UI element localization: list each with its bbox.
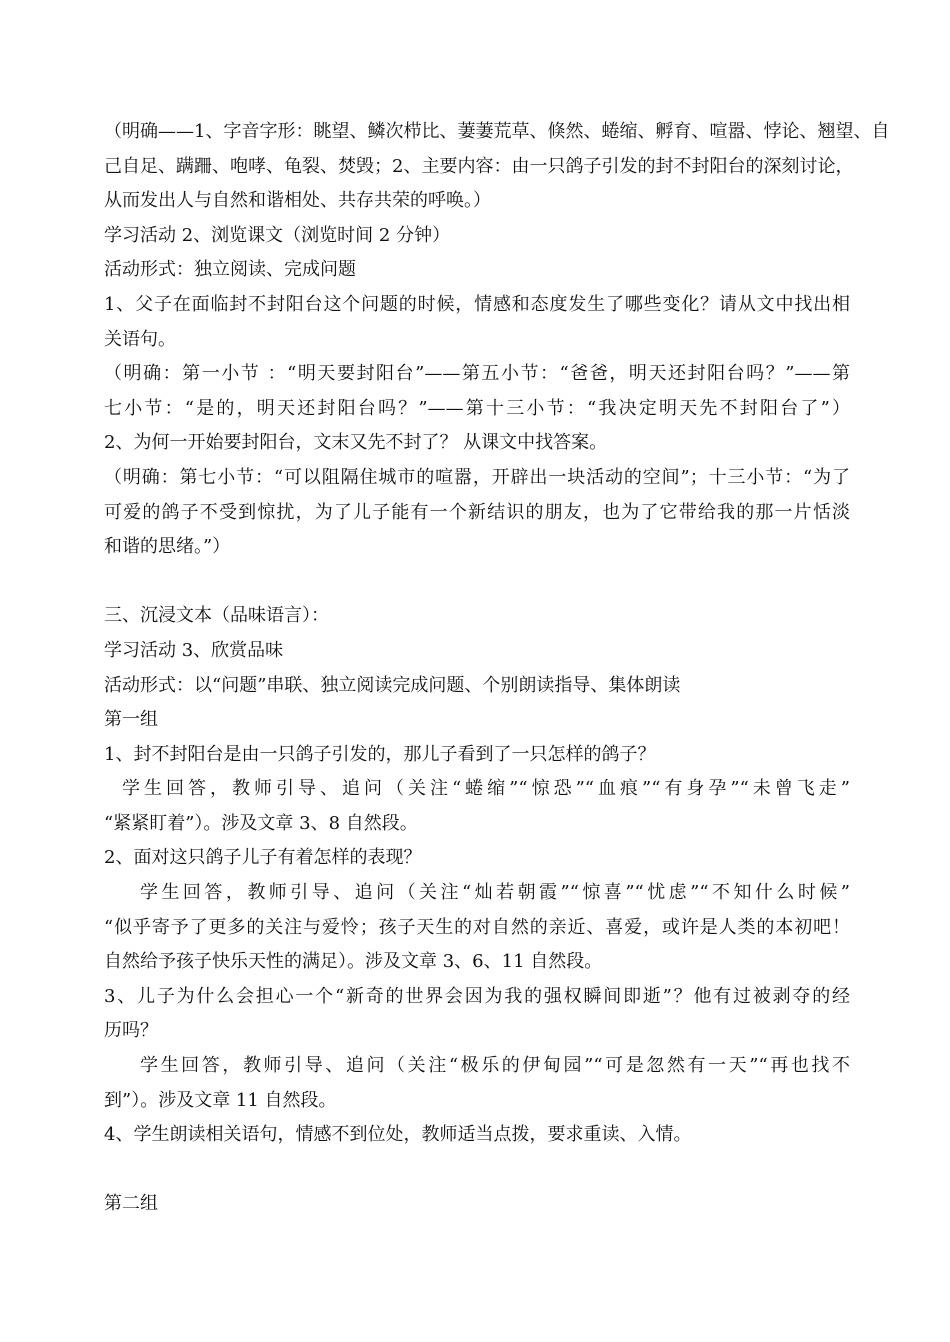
text-line: 自然给予孩子快乐天性的满足）。涉及文章 3、6、11 自然段。 [104, 951, 603, 973]
text-line: 关语句。 [104, 328, 176, 350]
text-line: 历吗？ [104, 1020, 158, 1042]
text-line: 学习活动 3、欣赏品味 [104, 639, 284, 661]
text-line: 4、学生朗读相关语句，情感不到位处，教师适当点拨，要求重读、入情。 [104, 1124, 692, 1146]
text-line: “紧紧盯着”）。涉及文章 3、8 自然段。 [104, 812, 418, 834]
section-heading: 三、沉浸文本（品味语言）： [104, 605, 329, 627]
text-line: 和谐的思绪。”） [104, 536, 231, 558]
text-line: 2、为何一开始要封阳台，文末又先不封了？ 从课文中找答案。 [104, 432, 608, 454]
text-line: 学生回答，教师引导、追问（关注“灿若朝霞”“惊喜”“忧虑”“不知什么时候” [140, 882, 850, 904]
text-line: 到”）。涉及文章 11 自然段。 [104, 1089, 337, 1111]
text-line: 1、封不封阳台是由一只鸽子引发的，那儿子看到了一只怎样的鸽子？ [104, 743, 656, 765]
text-line: 2、面对这只鸽子儿子有着怎样的表现？ [104, 847, 422, 869]
text-line: 学生回答，教师引导、追问（关注“蜷缩”“惊恐”“血痕”“有身孕”“未曾飞走” [122, 778, 850, 800]
text-line: （明确：第七小节：“可以阻隔住城市的喧嚣，开辟出一块活动的空间”；十三小节：“为了 [104, 466, 850, 488]
text-line: 1、父子在面临封不封阳台这个问题的时候，情感和态度发生了哪些变化？请从文中找出相 [104, 293, 850, 315]
text-line: 活动形式：独立阅读、完成问题 [104, 259, 356, 281]
group-heading: 第二组 [104, 1193, 158, 1215]
text-line: 己自足、蹒跚、咆哮、龟裂、焚毁；2、主要内容：由一只鸽子引发的封不封阳台的深刻讨论， [104, 155, 854, 177]
text-line: 七小节：“是的，明天还封阳台吗？”——第十三小节：“我决定明天先不封阳台了”） [104, 397, 850, 419]
text-line: 可爱的鸽子不受到惊扰，为了儿子能有一个新结识的朋友，也为了它带给我的那一片恬淡 [104, 501, 850, 523]
text-line: 学生回答，教师引导、追问（关注“极乐的伊甸园”“可是忽然有一天”“再也找不 [140, 1055, 850, 1077]
text-line: 活动形式：以“问题”串联、独立阅读完成问题、个别朗读指导、集体朗读 [104, 674, 681, 696]
text-line: 从而发出人与自然和谐相处、共存共荣的呼唤。） [104, 190, 491, 212]
document-page [104, 115, 890, 1222]
blank-line [104, 565, 850, 600]
text-line: “似乎寄予了更多的关注与爱怜；孩子天生的对自然的亲近、喜爱，或许是人类的本初吧！ [104, 916, 850, 938]
group-heading: 第一组 [104, 709, 158, 731]
text-line: 3、儿子为什么会担心一个“新奇的世界会因为我的强权瞬间即逝”？他有过被剥夺的经 [104, 985, 850, 1007]
text-line: （明确：第一小节 ：“明天要封阳台”——第五小节：“爸爸，明天还封阳台吗？”——第 [104, 363, 850, 385]
text-line: （明确——1、字音字形：眺望、鳞次栉比、萋萋荒草、倏然、蜷缩、孵育、喧嚣、悖论、翘望、自 [104, 121, 890, 142]
blank-line [104, 1153, 850, 1188]
text-line: 学习活动 2、浏览课文（浏览时间 2 分钟） [104, 224, 451, 246]
